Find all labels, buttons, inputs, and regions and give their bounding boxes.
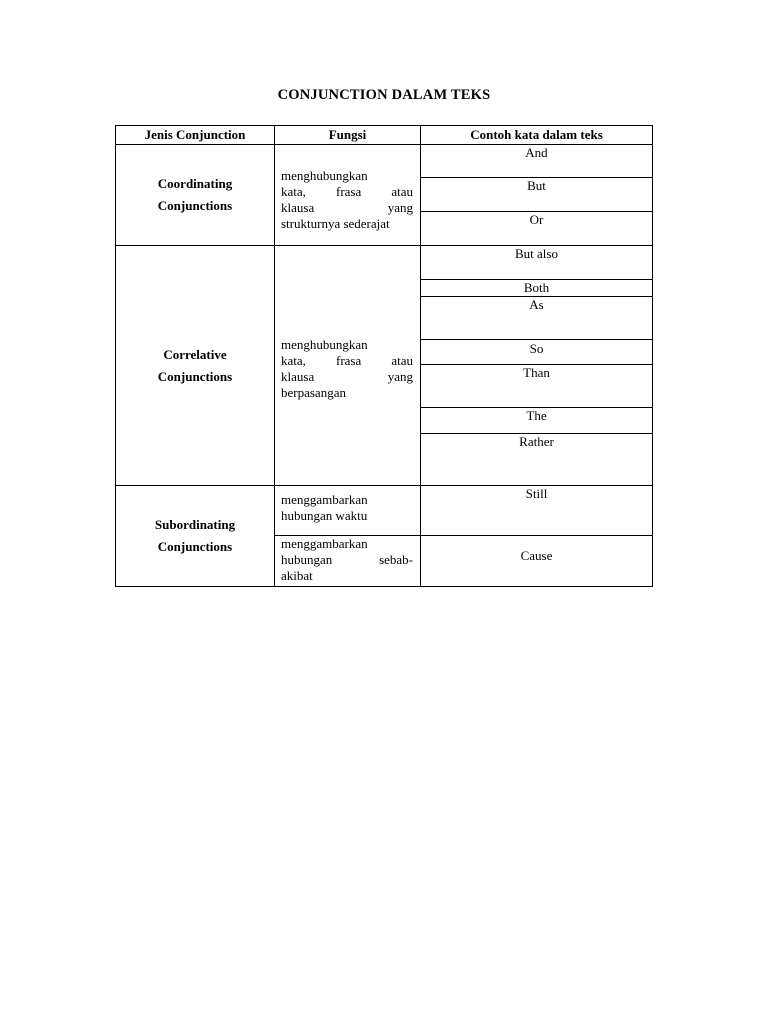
jenis-subordinating [115,485,275,587]
document-title: CONJUNCTION DALAM TEKS [277,87,491,103]
contoh-cell [420,245,653,280]
fungsi-line: klausa yang [281,200,413,215]
fungsi-line: menghubungkan [281,168,368,183]
jenis-line: Correlative [163,346,227,362]
jenis-coordinating [115,144,275,246]
contoh-word: But also [515,246,558,261]
contoh-word: Both [523,280,550,295]
jenis-line: Conjunctions [157,368,233,384]
contoh-word: Still [525,486,548,501]
header-jenis: Jenis Conjunction [115,125,275,145]
fungsi-correlative [274,245,421,486]
fungsi-line: menghubungkan [281,336,368,352]
fungsi-coordinating [274,144,421,246]
contoh-word: Rather [519,434,554,449]
fungsi-line: klausa yang [281,368,413,384]
jenis-line: Conjunctions [157,198,233,213]
jenis-correlative [115,245,275,486]
jenis-line: Subordinating [154,517,236,532]
contoh-word: Cause [520,548,553,563]
contoh-cell [420,364,653,408]
header-contoh: Contoh kata dalam teks [420,125,653,145]
contoh-cell [420,535,653,587]
fungsi-line: strukturnya sederajat [281,216,390,231]
contoh-cell [420,177,653,212]
contoh-cell [420,279,653,297]
fungsi-line: hubungan waktu [281,508,368,523]
fungsi-line: menggambarkan [281,536,368,551]
contoh-word: Than [523,365,550,380]
fungsi-line: kata, frasa atau [281,184,413,199]
fungsi-line: menggambarkan [281,492,368,507]
contoh-cell [420,339,653,365]
fungsi-line: berpasangan [281,384,346,400]
jenis-line: Conjunctions [157,539,233,554]
fungsi-line: kata, frasa atau [281,352,413,368]
contoh-cell [420,433,653,486]
contoh-word: The [526,408,547,423]
contoh-word: And [525,145,548,160]
contoh-cell [420,144,653,178]
contoh-word: Or [529,212,544,227]
contoh-cell [420,407,653,434]
contoh-cell [420,296,653,340]
contoh-cell [420,211,653,246]
contoh-cell [420,485,653,536]
jenis-line: Coordinating [157,176,233,191]
fungsi-subordinating-sebab [274,535,421,587]
fungsi-line: akibat [281,568,313,583]
fungsi-subordinating-waktu [274,485,421,536]
header-fungsi: Fungsi [274,125,421,145]
contoh-word: So [529,341,544,356]
contoh-word: As [529,297,544,312]
fungsi-line: hubungan sebab- [281,552,413,567]
contoh-word: But [527,178,546,193]
